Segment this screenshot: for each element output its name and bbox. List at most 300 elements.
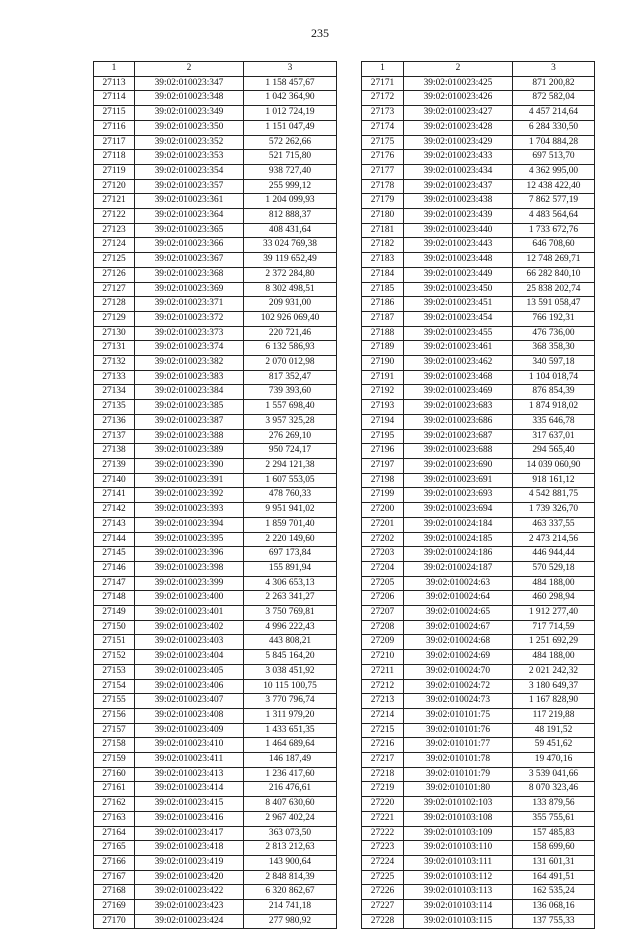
value-cell: 408 431,64 — [244, 223, 337, 238]
table-row — [94, 429, 337, 444]
row-number-cell: 27141 — [94, 488, 135, 503]
cadastral-number-cell: 39:02:010023:451 — [404, 297, 513, 312]
table-row — [362, 738, 595, 753]
value-cell: 5 845 164,20 — [244, 650, 337, 665]
cadastral-number-cell: 39:02:010023:402 — [135, 620, 244, 635]
row-number-cell: 27119 — [94, 164, 135, 179]
value-cell: 4 996 222,43 — [244, 620, 337, 635]
value-cell: 3 750 769,81 — [244, 606, 337, 621]
table-row — [94, 194, 337, 209]
cadastral-number-cell: 39:02:010024:186 — [404, 547, 513, 562]
row-number-cell: 27226 — [362, 885, 404, 900]
value-cell: 25 838 202,74 — [513, 282, 595, 297]
row-number-cell: 27194 — [362, 414, 404, 429]
value-cell: 4 306 653,13 — [244, 576, 337, 591]
row-number-cell: 27198 — [362, 473, 404, 488]
cadastral-number-cell: 39:02:010023:365 — [135, 223, 244, 238]
table-row — [362, 297, 595, 312]
table-row — [362, 826, 595, 841]
value-cell: 4 542 881,75 — [513, 488, 595, 503]
value-cell: 1 704 884,28 — [513, 135, 595, 150]
table-row — [94, 855, 337, 870]
row-number-cell: 27208 — [362, 620, 404, 635]
cadastral-number-cell: 39:02:010023:382 — [135, 356, 244, 371]
cadastral-number-cell: 39:02:010023:438 — [404, 194, 513, 209]
cadastral-number-cell: 39:02:010101:77 — [404, 738, 513, 753]
row-number-cell: 27200 — [362, 503, 404, 518]
value-cell: 918 161,12 — [513, 473, 595, 488]
row-number-cell: 27116 — [94, 120, 135, 135]
value-cell: 59 451,62 — [513, 738, 595, 753]
row-number-cell: 27205 — [362, 576, 404, 591]
value-cell: 143 900,64 — [244, 855, 337, 870]
cadastral-number-cell: 39:02:010023:393 — [135, 503, 244, 518]
value-cell: 460 298,94 — [513, 591, 595, 606]
table-row — [362, 473, 595, 488]
cadastral-number-cell: 39:02:010023:396 — [135, 547, 244, 562]
table-row — [362, 679, 595, 694]
table-row — [362, 311, 595, 326]
value-cell: 10 115 100,75 — [244, 679, 337, 694]
table-row — [94, 223, 337, 238]
cadastral-number-cell: 39:02:010023:357 — [135, 179, 244, 194]
row-number-cell: 27125 — [94, 253, 135, 268]
value-cell: 1 912 277,40 — [513, 606, 595, 621]
table-row — [362, 385, 595, 400]
value-cell: 2 848 814,39 — [244, 870, 337, 885]
row-number-cell: 27204 — [362, 561, 404, 576]
value-cell: 4 483 564,64 — [513, 209, 595, 224]
table-row — [362, 694, 595, 709]
table-row — [362, 914, 595, 929]
row-number-cell: 27170 — [94, 914, 135, 929]
row-number-cell: 27192 — [362, 385, 404, 400]
cadastral-number-cell: 39:02:010101:79 — [404, 767, 513, 782]
table-row — [94, 253, 337, 268]
row-number-cell: 27193 — [362, 400, 404, 415]
table-row — [94, 841, 337, 856]
cadastral-number-cell: 39:02:010023:368 — [135, 267, 244, 282]
value-cell: 1 557 698,40 — [244, 400, 337, 415]
value-cell: 158 699,60 — [513, 841, 595, 856]
table-row — [362, 488, 595, 503]
row-number-cell: 27175 — [362, 135, 404, 150]
cadastral-number-cell: 39:02:010023:454 — [404, 311, 513, 326]
value-cell: 2 372 284,80 — [244, 267, 337, 282]
cadastral-number-cell: 39:02:010023:462 — [404, 356, 513, 371]
cadastral-number-cell: 39:02:010023:371 — [135, 297, 244, 312]
cadastral-number-cell: 39:02:010023:461 — [404, 341, 513, 356]
cadastral-number-cell: 39:02:010101:80 — [404, 782, 513, 797]
table-row — [94, 370, 337, 385]
cadastral-number-cell: 39:02:010023:398 — [135, 561, 244, 576]
cadastral-number-cell: 39:02:010023:429 — [404, 135, 513, 150]
value-cell: 1 733 672,76 — [513, 223, 595, 238]
cadastral-number-cell: 39:02:010023:350 — [135, 120, 244, 135]
row-number-cell: 27190 — [362, 356, 404, 371]
table-row — [362, 532, 595, 547]
value-cell: 1 204 099,93 — [244, 194, 337, 209]
cadastral-number-cell: 39:02:010103:112 — [404, 870, 513, 885]
value-cell: 220 721,46 — [244, 326, 337, 341]
table-row — [362, 253, 595, 268]
value-cell: 131 601,31 — [513, 855, 595, 870]
cadastral-number-cell: 39:02:010023:424 — [135, 914, 244, 929]
table-row — [362, 708, 595, 723]
cadastral-number-cell: 39:02:010023:383 — [135, 370, 244, 385]
cadastral-number-cell: 39:02:010101:75 — [404, 708, 513, 723]
table-row — [94, 826, 337, 841]
cadastral-number-cell: 39:02:010023:347 — [135, 76, 244, 91]
cadastral-number-cell: 39:02:010023:394 — [135, 517, 244, 532]
cadastral-number-cell: 39:02:010023:440 — [404, 223, 513, 238]
value-cell: 3 539 041,66 — [513, 767, 595, 782]
value-cell: 2 070 012,98 — [244, 356, 337, 371]
cadastral-number-cell: 39:02:010024:184 — [404, 517, 513, 532]
cadastral-number-cell: 39:02:010023:427 — [404, 106, 513, 121]
column-header: 2 — [404, 62, 513, 77]
row-number-cell: 27191 — [362, 370, 404, 385]
value-cell: 276 269,10 — [244, 429, 337, 444]
table-row — [94, 311, 337, 326]
value-cell: 155 891,94 — [244, 561, 337, 576]
table-row — [362, 444, 595, 459]
cadastral-number-cell: 39:02:010023:385 — [135, 400, 244, 415]
row-number-cell: 27118 — [94, 150, 135, 165]
table-row — [94, 885, 337, 900]
cadastral-number-cell: 39:02:010024:69 — [404, 650, 513, 665]
row-number-cell: 27207 — [362, 606, 404, 621]
value-cell: 872 582,04 — [513, 91, 595, 106]
table-row — [362, 76, 595, 91]
value-cell: 812 888,37 — [244, 209, 337, 224]
value-cell: 8 407 630,60 — [244, 797, 337, 812]
cadastral-number-cell: 39:02:010103:110 — [404, 841, 513, 856]
row-number-cell: 27215 — [362, 723, 404, 738]
value-cell: 1 042 364,90 — [244, 91, 337, 106]
value-cell: 7 862 577,19 — [513, 194, 595, 209]
page-number: 235 — [311, 26, 329, 40]
value-cell: 1 739 326,70 — [513, 503, 595, 518]
row-number-cell: 27210 — [362, 650, 404, 665]
row-number-cell: 27182 — [362, 238, 404, 253]
value-cell: 157 485,83 — [513, 826, 595, 841]
table-row — [362, 855, 595, 870]
row-number-cell: 27184 — [362, 267, 404, 282]
cadastral-number-cell: 39:02:010103:115 — [404, 914, 513, 929]
row-number-cell: 27145 — [94, 547, 135, 562]
cadastral-number-cell: 39:02:010023:389 — [135, 444, 244, 459]
table-row — [94, 664, 337, 679]
cadastral-number-cell: 39:02:010023:422 — [135, 885, 244, 900]
value-cell: 871 200,82 — [513, 76, 595, 91]
value-cell: 136 068,16 — [513, 900, 595, 915]
row-number-cell: 27129 — [94, 311, 135, 326]
table-row — [94, 914, 337, 929]
value-cell: 133 879,56 — [513, 797, 595, 812]
cadastral-number-cell: 39:02:010023:405 — [135, 664, 244, 679]
row-number-cell: 27168 — [94, 885, 135, 900]
row-number-cell: 27159 — [94, 753, 135, 768]
table-row — [94, 797, 337, 812]
value-cell: 66 282 840,10 — [513, 267, 595, 282]
row-number-cell: 27131 — [94, 341, 135, 356]
cadastral-number-cell: 39:02:010023:410 — [135, 738, 244, 753]
value-cell: 446 944,44 — [513, 547, 595, 562]
table-row — [94, 76, 337, 91]
table-row — [362, 194, 595, 209]
value-cell: 8 302 498,51 — [244, 282, 337, 297]
cadastral-number-cell: 39:02:010023:384 — [135, 385, 244, 400]
table-row — [362, 209, 595, 224]
value-cell: 317 637,01 — [513, 429, 595, 444]
row-number-cell: 27130 — [94, 326, 135, 341]
column-header: 1 — [94, 62, 135, 77]
row-number-cell: 27202 — [362, 532, 404, 547]
value-cell: 8 070 323,46 — [513, 782, 595, 797]
cadastral-number-cell: 39:02:010023:455 — [404, 326, 513, 341]
table-row — [94, 282, 337, 297]
value-cell: 164 491,51 — [513, 870, 595, 885]
cadastral-number-cell: 39:02:010023:683 — [404, 400, 513, 415]
row-number-cell: 27123 — [94, 223, 135, 238]
value-cell: 476 736,00 — [513, 326, 595, 341]
cadastral-number-cell: 39:02:010023:418 — [135, 841, 244, 856]
value-cell: 33 024 769,38 — [244, 238, 337, 253]
table-row — [362, 120, 595, 135]
value-cell: 1 464 689,64 — [244, 738, 337, 753]
value-cell: 6 132 586,93 — [244, 341, 337, 356]
table-row — [362, 135, 595, 150]
value-cell: 697 513,70 — [513, 150, 595, 165]
value-cell: 1 104 018,74 — [513, 370, 595, 385]
table-row — [94, 650, 337, 665]
cadastral-number-cell: 39:02:010024:185 — [404, 532, 513, 547]
table-row — [362, 458, 595, 473]
cadastral-number-cell: 39:02:010023:407 — [135, 694, 244, 709]
table-row — [94, 458, 337, 473]
row-number-cell: 27176 — [362, 150, 404, 165]
value-cell: 368 358,30 — [513, 341, 595, 356]
cadastral-number-cell: 39:02:010023:369 — [135, 282, 244, 297]
table-row — [94, 341, 337, 356]
value-cell: 1 012 724,19 — [244, 106, 337, 121]
value-cell: 2 967 402,24 — [244, 811, 337, 826]
row-number-cell: 27127 — [94, 282, 135, 297]
row-number-cell: 27120 — [94, 179, 135, 194]
cadastral-number-cell: 39:02:010102:103 — [404, 797, 513, 812]
cadastral-number-cell: 39:02:010023:415 — [135, 797, 244, 812]
table-row — [362, 797, 595, 812]
value-cell: 214 741,18 — [244, 900, 337, 915]
cadastral-number-cell: 39:02:010023:425 — [404, 76, 513, 91]
cadastral-number-cell: 39:02:010023:354 — [135, 164, 244, 179]
cadastral-number-cell: 39:02:010023:400 — [135, 591, 244, 606]
row-number-cell: 27171 — [362, 76, 404, 91]
value-cell: 876 854,39 — [513, 385, 595, 400]
cadastral-number-cell: 39:02:010023:395 — [135, 532, 244, 547]
row-number-cell: 27156 — [94, 708, 135, 723]
cadastral-number-cell: 39:02:010023:448 — [404, 253, 513, 268]
cadastral-number-cell: 39:02:010023:437 — [404, 179, 513, 194]
cadastral-number-cell: 39:02:010101:78 — [404, 753, 513, 768]
column-header: 1 — [362, 62, 404, 77]
value-cell: 102 926 069,40 — [244, 311, 337, 326]
row-number-cell: 27218 — [362, 767, 404, 782]
value-cell: 14 039 060,90 — [513, 458, 595, 473]
value-cell: 3 038 451,92 — [244, 664, 337, 679]
cadastral-number-cell: 39:02:010024:64 — [404, 591, 513, 606]
value-cell: 39 119 652,49 — [244, 253, 337, 268]
row-number-cell: 27224 — [362, 855, 404, 870]
value-cell: 2 021 242,32 — [513, 664, 595, 679]
table-row — [362, 223, 595, 238]
cadastral-number-cell: 39:02:010024:65 — [404, 606, 513, 621]
table-row — [362, 606, 595, 621]
value-cell: 340 597,18 — [513, 356, 595, 371]
row-number-cell: 27228 — [362, 914, 404, 929]
row-number-cell: 27178 — [362, 179, 404, 194]
register-table-right — [361, 61, 595, 929]
row-number-cell: 27165 — [94, 841, 135, 856]
table-row — [362, 400, 595, 415]
row-number-cell: 27213 — [362, 694, 404, 709]
table-row — [94, 870, 337, 885]
table-row — [362, 267, 595, 282]
table-row — [94, 576, 337, 591]
table-row — [362, 782, 595, 797]
row-number-cell: 27183 — [362, 253, 404, 268]
value-cell: 572 262,66 — [244, 135, 337, 150]
row-number-cell: 27227 — [362, 900, 404, 915]
table-row — [94, 532, 337, 547]
value-cell: 162 535,24 — [513, 885, 595, 900]
row-number-cell: 27219 — [362, 782, 404, 797]
row-number-cell: 27128 — [94, 297, 135, 312]
row-number-cell: 27140 — [94, 473, 135, 488]
value-cell: 3 770 796,74 — [244, 694, 337, 709]
value-cell: 443 808,21 — [244, 635, 337, 650]
cadastral-number-cell: 39:02:010023:416 — [135, 811, 244, 826]
value-cell: 646 708,60 — [513, 238, 595, 253]
cadastral-number-cell: 39:02:010023:349 — [135, 106, 244, 121]
value-cell: 4 362 995,00 — [513, 164, 595, 179]
row-number-cell: 27144 — [94, 532, 135, 547]
table-row — [362, 106, 595, 121]
row-number-cell: 27152 — [94, 650, 135, 665]
table-row — [94, 297, 337, 312]
row-number-cell: 27216 — [362, 738, 404, 753]
row-number-cell: 27147 — [94, 576, 135, 591]
value-cell: 146 187,49 — [244, 753, 337, 768]
table-row — [362, 664, 595, 679]
cadastral-number-cell: 39:02:010023:694 — [404, 503, 513, 518]
cadastral-number-cell: 39:02:010023:411 — [135, 753, 244, 768]
table-row — [94, 503, 337, 518]
value-cell: 697 173,84 — [244, 547, 337, 562]
value-cell: 817 352,47 — [244, 370, 337, 385]
table-row — [362, 164, 595, 179]
value-cell: 1 151 047,49 — [244, 120, 337, 135]
table-row — [94, 679, 337, 694]
value-cell: 277 980,92 — [244, 914, 337, 929]
value-cell: 1 251 692,29 — [513, 635, 595, 650]
value-cell: 335 646,78 — [513, 414, 595, 429]
row-number-cell: 27155 — [94, 694, 135, 709]
table-row — [362, 91, 595, 106]
table-row — [362, 341, 595, 356]
row-number-cell: 27174 — [362, 120, 404, 135]
cadastral-number-cell: 39:02:010023:401 — [135, 606, 244, 621]
row-number-cell: 27221 — [362, 811, 404, 826]
cadastral-number-cell: 39:02:010023:352 — [135, 135, 244, 150]
row-number-cell: 27212 — [362, 679, 404, 694]
table-row — [94, 635, 337, 650]
value-cell: 363 073,50 — [244, 826, 337, 841]
value-cell: 1 167 828,90 — [513, 694, 595, 709]
value-cell: 717 714,59 — [513, 620, 595, 635]
table-row — [94, 414, 337, 429]
table-row — [94, 561, 337, 576]
row-number-cell: 27209 — [362, 635, 404, 650]
row-number-cell: 27113 — [94, 76, 135, 91]
cadastral-number-cell: 39:02:010023:408 — [135, 708, 244, 723]
table-header-row — [94, 62, 337, 77]
cadastral-number-cell: 39:02:010023:449 — [404, 267, 513, 282]
row-number-cell: 27148 — [94, 591, 135, 606]
value-cell: 12 748 269,71 — [513, 253, 595, 268]
table-row — [362, 841, 595, 856]
table-row — [94, 900, 337, 915]
value-cell: 1 158 457,67 — [244, 76, 337, 91]
row-number-cell: 27195 — [362, 429, 404, 444]
cadastral-number-cell: 39:02:010023:450 — [404, 282, 513, 297]
value-cell: 6 320 862,67 — [244, 885, 337, 900]
value-cell: 355 755,61 — [513, 811, 595, 826]
table-row — [362, 414, 595, 429]
cadastral-number-cell: 39:02:010023:469 — [404, 385, 513, 400]
cadastral-number-cell: 39:02:010023:686 — [404, 414, 513, 429]
table-row — [94, 120, 337, 135]
table-row — [362, 885, 595, 900]
value-cell: 19 470,16 — [513, 753, 595, 768]
table-row — [94, 473, 337, 488]
row-number-cell: 27139 — [94, 458, 135, 473]
cadastral-number-cell: 39:02:010023:391 — [135, 473, 244, 488]
table-row — [94, 238, 337, 253]
cadastral-number-cell: 39:02:010023:406 — [135, 679, 244, 694]
cadastral-number-cell: 39:02:010023:417 — [135, 826, 244, 841]
row-number-cell: 27186 — [362, 297, 404, 312]
cadastral-number-cell: 39:02:010023:413 — [135, 767, 244, 782]
value-cell: 484 188,00 — [513, 650, 595, 665]
value-cell: 1 236 417,60 — [244, 767, 337, 782]
row-number-cell: 27132 — [94, 356, 135, 371]
table-row — [362, 326, 595, 341]
table-row — [362, 870, 595, 885]
column-header: 3 — [513, 62, 595, 77]
row-number-cell: 27211 — [362, 664, 404, 679]
table-row — [94, 209, 337, 224]
cadastral-number-cell: 39:02:010023:414 — [135, 782, 244, 797]
value-cell: 48 191,52 — [513, 723, 595, 738]
cadastral-number-cell: 39:02:010024:67 — [404, 620, 513, 635]
row-number-cell: 27146 — [94, 561, 135, 576]
table-row — [94, 708, 337, 723]
row-number-cell: 27142 — [94, 503, 135, 518]
table-row — [94, 400, 337, 415]
cadastral-number-cell: 39:02:010024:68 — [404, 635, 513, 650]
